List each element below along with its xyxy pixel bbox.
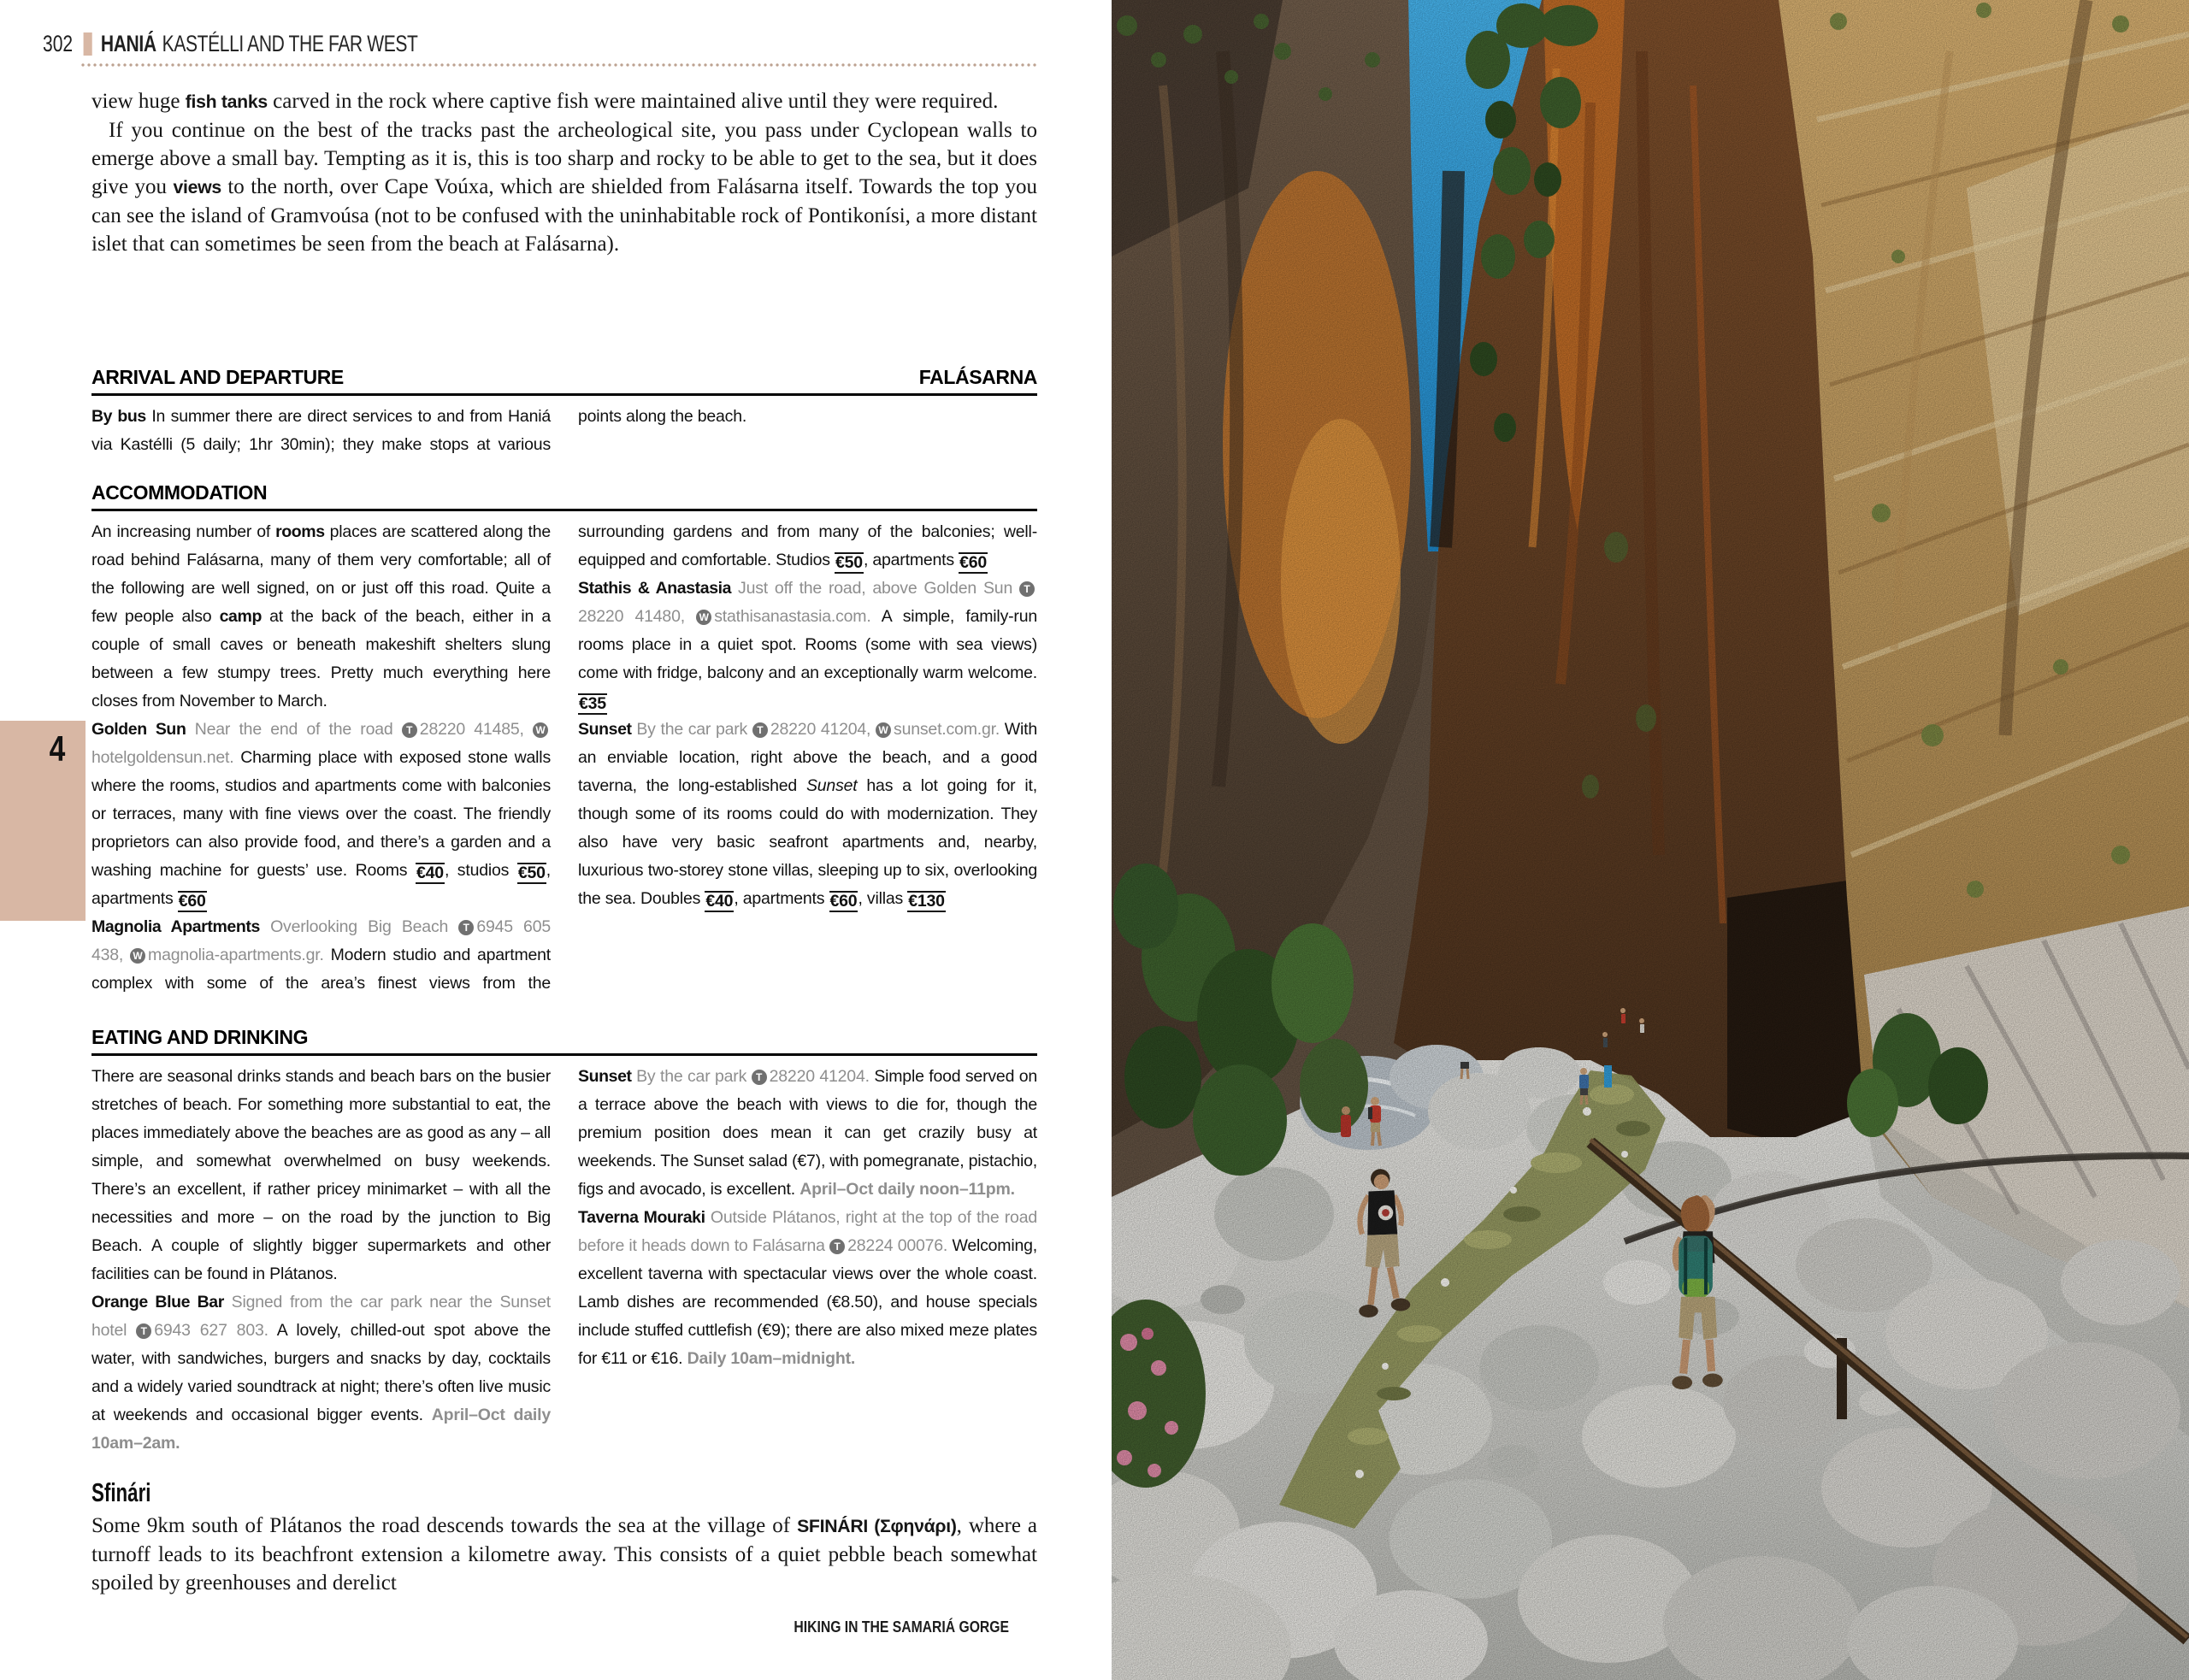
gorge-photo: [1112, 0, 2189, 1680]
chapter-number-tab: [0, 721, 86, 921]
photo-grain: [1112, 0, 2189, 1680]
phone-icon: T: [1019, 581, 1035, 597]
section-place: FALÁSARNA: [918, 366, 1037, 388]
chapter-tab-bar: [84, 32, 92, 56]
accommodation-columns: [91, 518, 1037, 998]
sfinari-body: [91, 1512, 1037, 1597]
listing: Sunset By the car park T 28220 41204. Simple food served on a terrace above the beach with views to die for, though the premium position does mean it can get crazily busy at weekends. The Sunset salad (€7), with pomegranate, pistachio, figs and avocado, is excellent. April–Oct daily noon–11pm.: [578, 1067, 1037, 1199]
page-number: 302: [43, 31, 74, 56]
sfinari-heading: Sfinári: [91, 1477, 151, 1507]
intro-paragraph: view huge fish tanks carved in the rock where captive fish were maintained alive until they were required.: [91, 90, 999, 113]
website-icon: W: [533, 722, 548, 738]
arrival-columns: [91, 403, 1037, 459]
website-icon: W: [876, 722, 891, 738]
listing: An increasing number of rooms places are scattered along the road behind Falásarna, many of them very comfortable; all of the following are well signed, on or just off this road. Quite a few people also camp at the back of the beach, either in a couple of small caves or beneath makeshift shelters slung between a few stumpy trees. Pretty much everything here closes from November to March.: [91, 522, 551, 710]
section-heading: EATING AND DRINKING: [91, 1026, 309, 1048]
listing: Stathis & Anastasia Just off the road, above Golden Sun T28220 41480, W stathisanastasia.com. A simple, family-run rooms place in a quiet spot. Rooms (some with sea views) come with fridge, balcony and an exceptionally warm welcome. €35: [578, 579, 1037, 713]
section-rule: [91, 393, 1037, 396]
eating-columns: [91, 1063, 1037, 1458]
photo-caption: HIKING IN THE SAMARIÁ GORGE: [794, 1618, 1009, 1636]
body-intro: [91, 87, 1037, 258]
listing: By bus In summer there are direct services to and from Haniá via Kastélli (5 daily; 1hr 30min); they make stops at various points along the beach.: [91, 407, 747, 454]
chapter-number: 4: [49, 728, 65, 769]
listing: Golden Sun Near the end of the road T 28220 41485, Whotelgoldensun.net. Charming place with exposed stone walls where the rooms, studios and apartments come with balconies or terraces, many with fine views over the coast. The friendly proprietors can also provide food, and there’s a garden and a washing machine for guests’ use. Rooms €40, studios €50, apartments €60: [91, 720, 551, 911]
page-header: [43, 31, 523, 57]
section-rule: [91, 509, 1037, 511]
listing: Taverna Mouraki Outside Plátanos, right at the top of the road before it heads down to Falásarna T 28224 00076. Welcoming, excellent taverna with spectacular views over the whole coast. Lamb dishes are recommended (€8.50), and house specials include stuffed cuttlefish (€9); there are also mixed meze plates for €11 or €16. Daily 10am–midnight.: [578, 1208, 1037, 1368]
intro-paragraph: If you continue on the best of the tracks past the archeological site, you pass under Cyclopean walls to emerge above a small bay. Tempting as it is, this is too sharp and rocky to be able to get to the sea, but it does give you views to the north, over Cape Voúxa, which are shielded from Falásarna itself. Towards the top you can see the island of Gramvoúsa (not to be confused with the uninhabitable rock of Pontikonísi, a more distant islet that can sometimes be seen from the beach at Falásarna).: [91, 119, 1038, 256]
phone-icon: T: [752, 722, 768, 738]
section-eating: [91, 1028, 1037, 1458]
section-heading: ARRIVAL AND DEPARTURE: [91, 366, 344, 388]
website-icon: W: [130, 948, 145, 964]
listing: Magnolia Apartments Overlooking Big Beach T 6945 605 438, W magnolia-apartments.gr. Modern studio and apartment complex with some of the area’s finest views from the surrounding gardens and from many of the balconies; well-equipped and comfortable. Studios €50, apartments €60: [91, 522, 1037, 993]
phone-icon: T: [458, 920, 474, 935]
section-arrival: [91, 368, 1037, 459]
section-rule: [91, 1053, 1037, 1056]
section-heading: ACCOMMODATION: [91, 481, 268, 504]
listing: Sunset By the car park T 28220 41204, W sunset.com.gr. With an enviable location, right above the beach, and a good taverna, the long-established Sunset has a lot going for it, though some of its rooms could do with modernization. They also have very basic seafront apartments and, nearby, luxurious two-storey stone villas, sleeping up to six, overlooking the sea. Doubles €40, apartments €60, villas €130: [578, 720, 1037, 911]
chapter-title: HANIÁ: [100, 31, 156, 56]
website-icon: W: [696, 610, 711, 625]
section-accommodation: [91, 483, 1037, 998]
phone-icon: T: [402, 722, 417, 738]
sfinari-paragraph: Some 9km south of Plátanos the road descends towards the sea at the village of SFINÁRI (Σφηνάρι), where a turnoff leads to its beachfront extension a kilometre away. This consists of a quiet pebble beach somewhat spoiled by greenhouses and derelict: [91, 1514, 1038, 1595]
header-dotted-rule: [81, 63, 1037, 67]
section-title: KASTÉLLI AND THE FAR WEST: [162, 31, 418, 56]
listing: There are seasonal drinks stands and beach bars on the busier stretches of beach. For something more substantial to eat, the places immediately above the beaches are as good as any – all simple, and somewhat overwhelmed on busy weekends. There’s an excellent, if rather pricey minimarket – with all the necessities and more – on the road by the junction to Big Beach. A couple of slightly bigger supermarkets and other facilities can be found in Plátanos.: [91, 1067, 551, 1283]
phone-icon: T: [752, 1070, 767, 1085]
phone-icon: T: [136, 1323, 151, 1339]
samaria-gorge-photo-svg: [1112, 0, 2189, 1680]
phone-icon: T: [829, 1239, 845, 1254]
listing: Orange Blue Bar Signed from the car park near the Sunset hotel T 6943 627 803. A lovely, chilled-out spot above the water, with sandwiches, burgers and snacks by day, cocktails and a widely varied soundtrack at night; there’s often live music at weekends and occasional bigger events. April–Oct daily 10am–2am.: [91, 1293, 551, 1453]
